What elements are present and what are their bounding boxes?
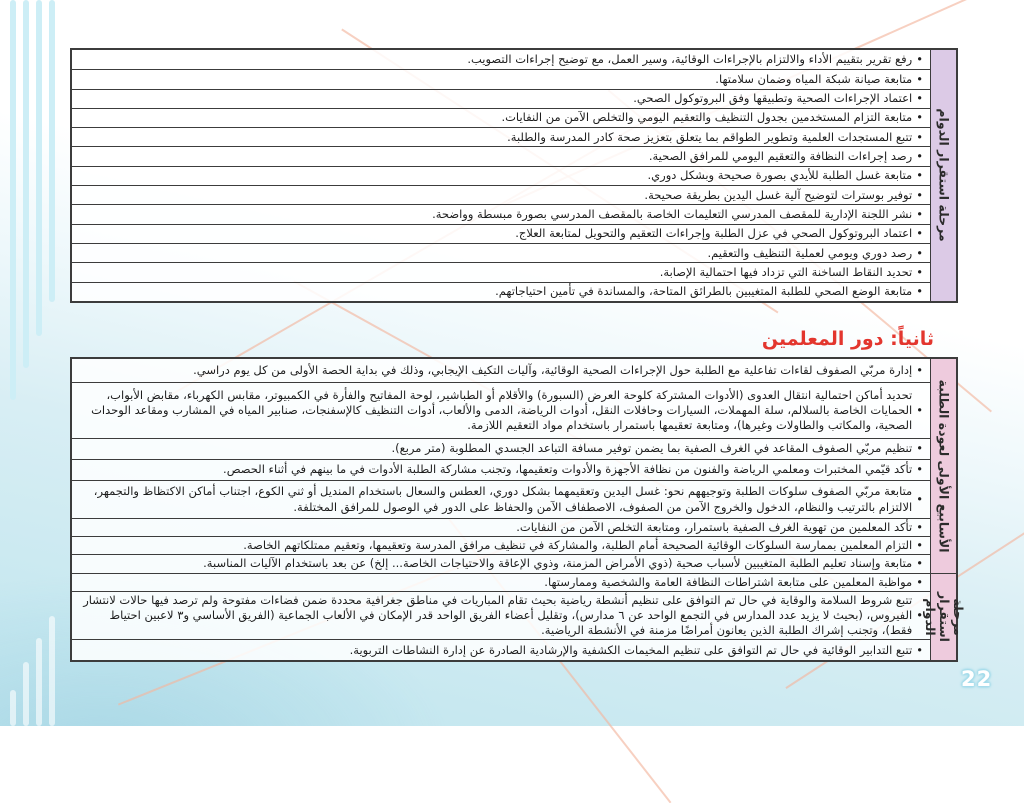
row-bullet: •: [916, 491, 923, 506]
row-text: تأكد المعلمين من تهوية الغرف الصفية باستمرار، ومتابعة التخلص الآمن من النفايات.: [516, 520, 913, 534]
table-row: [72, 146, 930, 165]
row-text: رصد إجراءات النظافة والتعقيم اليومي للمرافق الصحية.: [648, 149, 913, 164]
row-text: رصد دوري ويومي لعملية التنظيف والتعقيم.: [707, 245, 913, 260]
row-bullet: •: [916, 206, 923, 221]
table-row: [72, 282, 930, 301]
row-bullet: •: [916, 642, 923, 657]
row-bullet: •: [916, 71, 923, 86]
row-bullet: •: [916, 362, 923, 377]
table-row: [72, 591, 930, 640]
section-heading-teachers-role: ثانياً: دور المعلمين: [761, 328, 934, 350]
table-row: [72, 536, 930, 554]
row-text: تأكد قيّمي المختبرات ومعلمي الرياضة والفنون من نظافة الأجهزة والأدوات وتعقيمها، وتجنب مشاركة الطلبة الأدوات في ما بينهم في أثناء الحصص.: [223, 462, 913, 477]
table-row: [72, 224, 930, 243]
stage-header-stability: [922, 574, 966, 661]
table-row: [72, 166, 930, 185]
decor-stripe: [10, 690, 16, 726]
row-bullet: •: [916, 187, 923, 202]
row-text: اعتماد الإجراءات الصحية وتطبيقها وفق البروتوكول الصحي.: [633, 91, 913, 106]
row-text: تتبع المستجدات العلمية وتطوير الطواقم بما يتعلق بتعزيز صحة كادر المدرسة والطلبة.: [507, 129, 913, 144]
table-row: [72, 459, 930, 480]
stage-header-first-weeks: [930, 359, 956, 573]
table-row: [72, 127, 930, 146]
row-bullet: •: [916, 520, 923, 534]
stage-header-label: الأسابيع الأولى لعودة الطلبة: [936, 379, 951, 553]
row-bullet: •: [916, 226, 923, 241]
row-text: إدارة مربّي الصفوف لقاءات تفاعلية مع الطلبة حول الإجراءات الصحية الوقائية، وآليات التكيف الإيجابي، وذلك في بداية الحصة الأولى من كل يوم دراسي.: [193, 362, 913, 377]
table-row: [72, 50, 930, 69]
table-row: [72, 89, 930, 108]
row-bullet: •: [916, 110, 923, 125]
row-text: متابعة مربّي الصفوف سلوكات الطلبة وتوجيههم نحو: غسل اليدين وتعقيمهما بشكل دوري، العطس والسعال باستخدام المنديل أو ثني الكوع، اجتناب أماكن الاكتظاظ والتجمهر، الالتزام بالترتيب والنظام، الدخول والخروج الآمن من الصفوف، الاصطفاف الآمن والحفاظ على الدور في الوصول للمرافق المختلفة.: [93, 484, 913, 514]
decor-stripe: [36, 0, 42, 336]
row-text: اعتماد البروتوكول الصحي في عزل الطلبة وإجراءات التعقيم والتحويل لمتابعة العلاج.: [515, 226, 913, 241]
table-row: [72, 262, 930, 281]
table-row: [72, 108, 930, 127]
row-text: متابعة الوضع الصحي للطلبة المتغيبين بالطرائق المتاحة، والمساندة في تأمين احتياجاتهم.: [495, 284, 913, 299]
row-bullet: •: [916, 264, 923, 279]
row-bullet: •: [916, 52, 923, 67]
decor-stripe: [49, 616, 55, 726]
table-row: [72, 204, 930, 223]
row-text: التزام المعلمين بممارسة السلوكات الوقائية الصحيحة أمام الطلبة، والمشاركة في تنظيف مرافق المدرسة وتعقيمها، وتعقيم ممتلكاتهم الخاصة.: [243, 538, 913, 553]
decor-stripe: [23, 662, 29, 726]
teachers-roles-table: [70, 357, 966, 662]
stage-header-label: مرحلة استقرار الدوام: [936, 108, 951, 243]
row-text: تتبع شروط السلامة والوقاية في حال تم التوافق على تنظيم أنشطة رياضية بحيث تقام المباريات في مناطق جغرافية محددة ضمن فضاءات مفتوحة ولم ترصد فيها حالات لانتشار الفيروس، (بحيث لا يزيد عدد المدارس في التجمع الواحد عن ٦ مدارس)، وتقليل أعضاء الفريق الواحد قدر الإمكان في الألعاب الجماعية (الفريق الأساسي و٣ لاعبين احتياط فقط)، وتجنب إشراك الطلبة الذين يعانون أمراضًا مزمنة في الأنشطة الرياضية.: [83, 592, 913, 638]
row-text: متابعة التزام المستخدمين بجدول التنظيف والتعقيم اليومي والتخلص الآمن من النفايات.: [501, 110, 913, 125]
row-bullet: •: [916, 284, 923, 299]
table-row: [72, 480, 930, 518]
decor-stripe: [10, 0, 16, 400]
row-text: تحديد النقاط الساخنة التي تزداد فيها احتمالية الإصابة.: [659, 264, 913, 279]
row-bullet: •: [916, 574, 923, 589]
row-bullet: •: [916, 607, 923, 622]
table-row: [72, 243, 930, 262]
row-bullet: •: [916, 168, 923, 183]
table-row: [72, 382, 930, 438]
row-bullet: •: [916, 441, 923, 456]
row-bullet: •: [916, 538, 923, 553]
row-text: تنظيم مربّي الصفوف المقاعد في الغرف الصفية بما يضمن توفير مسافة التباعد الجسدي المطلوبة (متر مربع).: [391, 441, 913, 456]
row-bullet: •: [916, 149, 923, 164]
row-text: رفع تقرير بتقييم الأداء والالتزام بالإجراءات الوقائية، وسير العمل، مع توضيح إجراءات التصويب.: [467, 52, 913, 67]
row-text: متابعة وإسناد تعليم الطلبة المتغيبين لأسباب صحية (ذوي الأمراض المزمنة، وذوي الإعاقة والاحتياجات الخاصة... إلخ) عن بعد باستخدام الآليات المناسبة.: [203, 556, 913, 571]
table-row: [72, 359, 930, 382]
row-bullet: •: [916, 556, 923, 571]
row-text: توفير بوسترات لتوضيح آلية غسل اليدين بطريقة صحيحة.: [644, 187, 913, 202]
row-bullet: •: [916, 402, 923, 417]
stage-header-label: مرحلة استقرار الدوام: [922, 591, 966, 642]
table-row: [72, 554, 930, 572]
row-text: نشر اللجنة الإدارية للمقصف المدرسي التعليمات الخاصة بالمقصف المدرسي بصورة مبسطة وواضحة.: [432, 206, 913, 221]
decor-stripe: [49, 0, 55, 302]
principal-roles-table: [70, 48, 958, 303]
row-bullet: •: [916, 129, 923, 144]
row-text: متابعة صيانة شبكة المياه وضمان سلامتها.: [715, 71, 913, 86]
decor-stripe: [36, 638, 42, 726]
decor-stripe: [23, 0, 29, 368]
table-row: [72, 438, 930, 459]
table-row: [72, 574, 930, 591]
table-row: [72, 69, 930, 88]
row-bullet: •: [916, 462, 923, 477]
page-number: 22: [961, 667, 993, 691]
table-row: [72, 639, 930, 660]
row-text: متابعة غسل الطلبة للأيدي بصورة صحيحة وبشكل دوري.: [647, 168, 913, 183]
stage-header-stability: [930, 50, 956, 301]
row-text: مواظبة المعلمين على متابعة اشتراطات النظافة العامة والشخصية وممارستها.: [544, 574, 913, 589]
row-text: تتبع التدابير الوقائية في حال تم التوافق على تنظيم المخيمات الكشفية والإرشادية الصادرة عن إدارة النشاطات التربوية.: [349, 642, 913, 657]
table-row: [72, 518, 930, 536]
row-bullet: •: [916, 91, 923, 106]
table-row: [72, 185, 930, 204]
row-text: تحديد أماكن احتمالية انتقال العدوى (الأدوات المشتركة كلوحة العرض (السبورة) والأقلام أو الطباشير، لوحة المفاتيح والفأرة في الكمبيوتر، مقابس الكهرباء، مقابض الأبواب، الحمايات الخاصة بالسلالم، سلة المهملات، السيارات وحافلات النقل، أدوات الرياضة، الدمى والألعاب، أدوات التنظيف كالإسفنجات، صنابير المياه في المشارب ومقاعد الوحدات الصحية، والمكاتب والطاولات وغيرها)، ومتابعة تعقيمها باستمرار باستخدام مواد التعقيم اللازمة.: [91, 387, 913, 433]
row-bullet: •: [916, 245, 923, 260]
